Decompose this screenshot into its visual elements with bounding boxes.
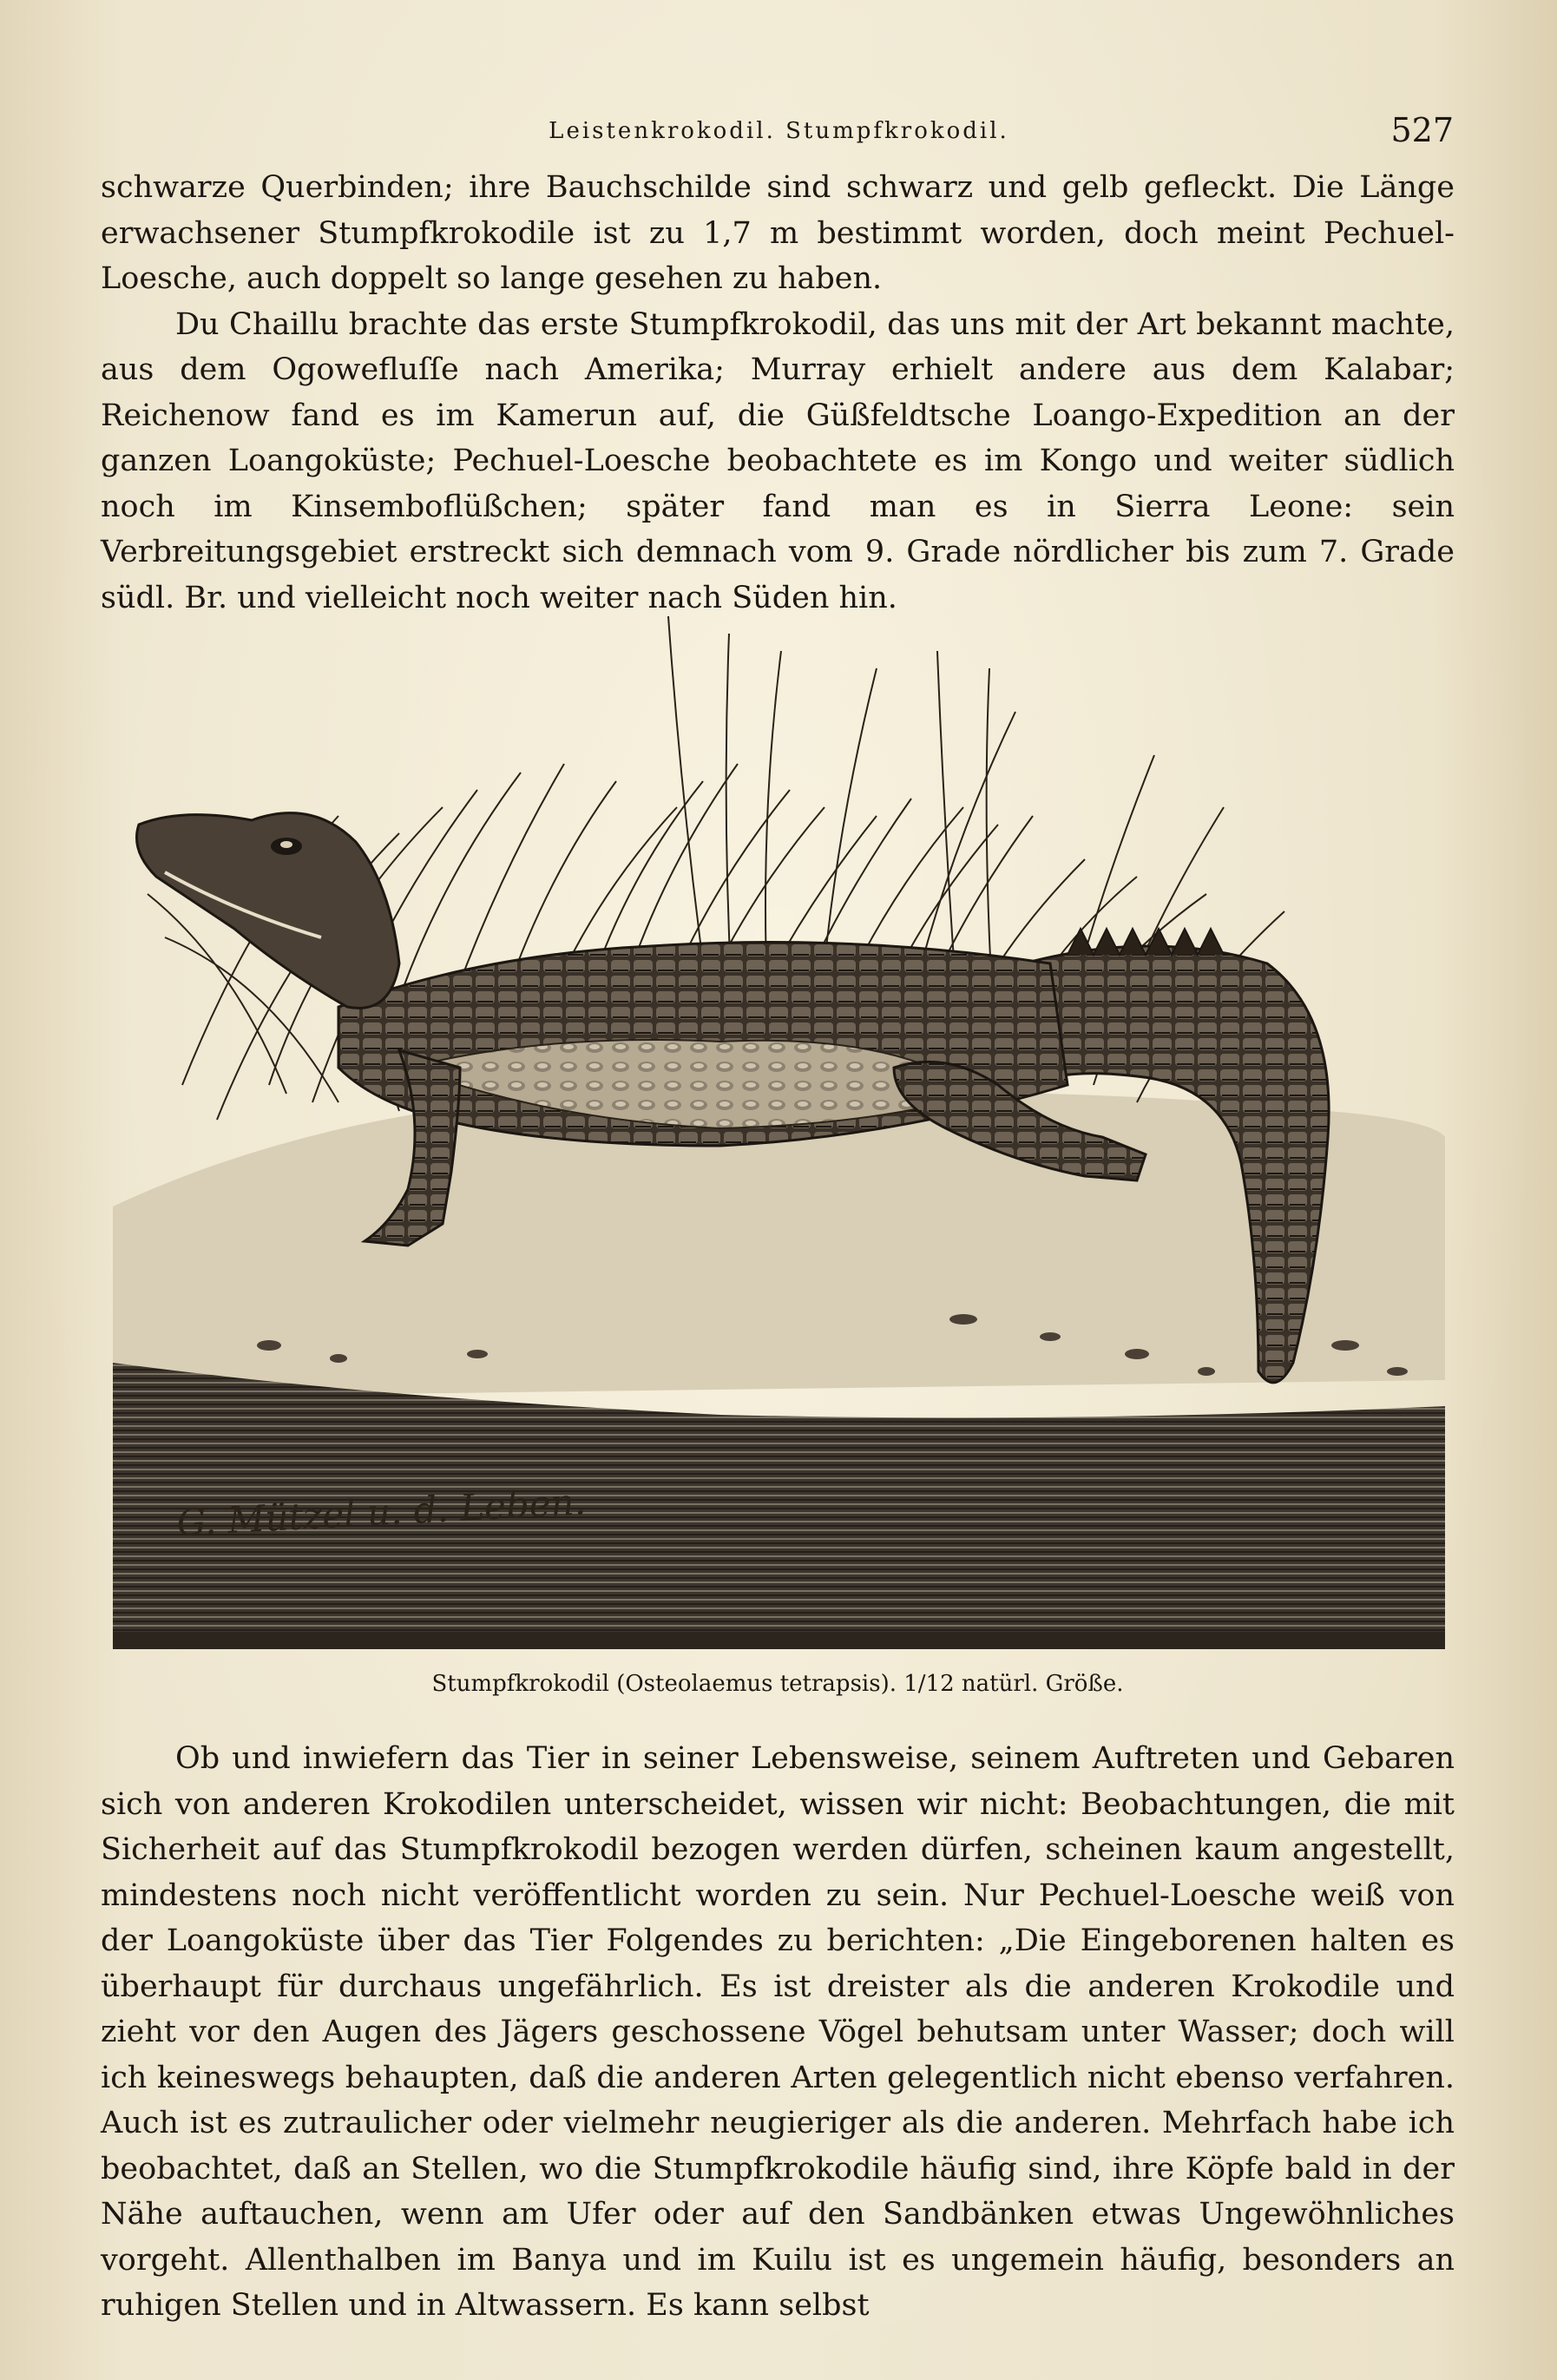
text-block-top	[101, 165, 1455, 621]
paragraph: Ob und inwiefern das Tier in seiner Lebensweise, seinem Auftreten und Gebaren sich von anderen Krokodilen unterscheidet, wissen wir nicht: Beobachtungen, die mit Sicherheit auf das Stumpfkrokodil bezogen werden dürfen, scheinen kaum angestellt, mindestens noch nicht veröffentlicht worden zu sein. Nur Pechuel-Loesche weiß von der Loangoküste über das Tier Folgendes zu berichten: „Die Eingeborenen halten es überhaupt für durchaus ungefährlich. Es ist dreister als die anderen Krokodile und zieht vor den Augen des Jägers geschossene Vögel behutsam unter Wasser; doch will ich keineswegs behaupten, daß die anderen Arten gelegentlich nicht ebenso verfahren. Auch ist es zutraulicher oder vielmehr neugieriger als die anderen. Mehrfach habe ich beobachtet, daß an Stellen, wo die Stumpfkrokodile häufig sind, ihre Köpfe bald in der Nähe auftauchen, wenn am Ufer oder auf den Sandbänken etwas Ungewöhnliches vorgeht. Allenthalben im Banya und im Kuilu ist es ungemein häufig, besonders an ruhigen Stellen und in Altwassern. Es kann selbst	[101, 1741, 1455, 2323]
figure-caption: Stumpfkrokodil (Osteolaemus tetrapsis). 1/12 natürl. Größe.	[431, 1671, 1124, 1697]
crocodile-illustration	[113, 599, 1445, 1649]
paragraph: schwarze Querbinden; ihre Bauchschilde sind schwarz und gelb gefleckt. Die Länge erwachsener Stumpfkrokodile ist zu 1,7 m bestimmt worden, doch meint Pechuel-Loesche, auch doppelt so lange gesehen zu haben.	[101, 170, 1455, 296]
page-header	[104, 111, 1454, 155]
artist-signature: G. Mützel u. d. Leben.	[175, 1480, 588, 1544]
page-number: 527	[1390, 111, 1454, 149]
running-head: Leistenkrokodil. Stumpfkrokodil.	[549, 118, 1009, 144]
text-block-bottom	[101, 1736, 1455, 2329]
paragraph: Du Chaillu brachte das erste Stumpfkrokodil, das uns mit der Art bekannt machte, aus dem Ogowefluſſe nach Amerika; Murray erhielt andere aus dem Kalabar; Reichenow fand es im Kamerun auf, die Güßfeldtsche Loango-Expedition an der ganzen Loangoküste; Pechuel-Loesche beobachtete es im Kongo und weiter südlich noch im Kinsemboflüßchen; später fand man es in Sierra Leone: sein Verbreitungsgebiet erstreckt sich demnach vom 9. Grade nördlicher bis zum 7. Grade südl. Br. und vielleicht noch weiter nach Süden hin.	[101, 306, 1455, 615]
